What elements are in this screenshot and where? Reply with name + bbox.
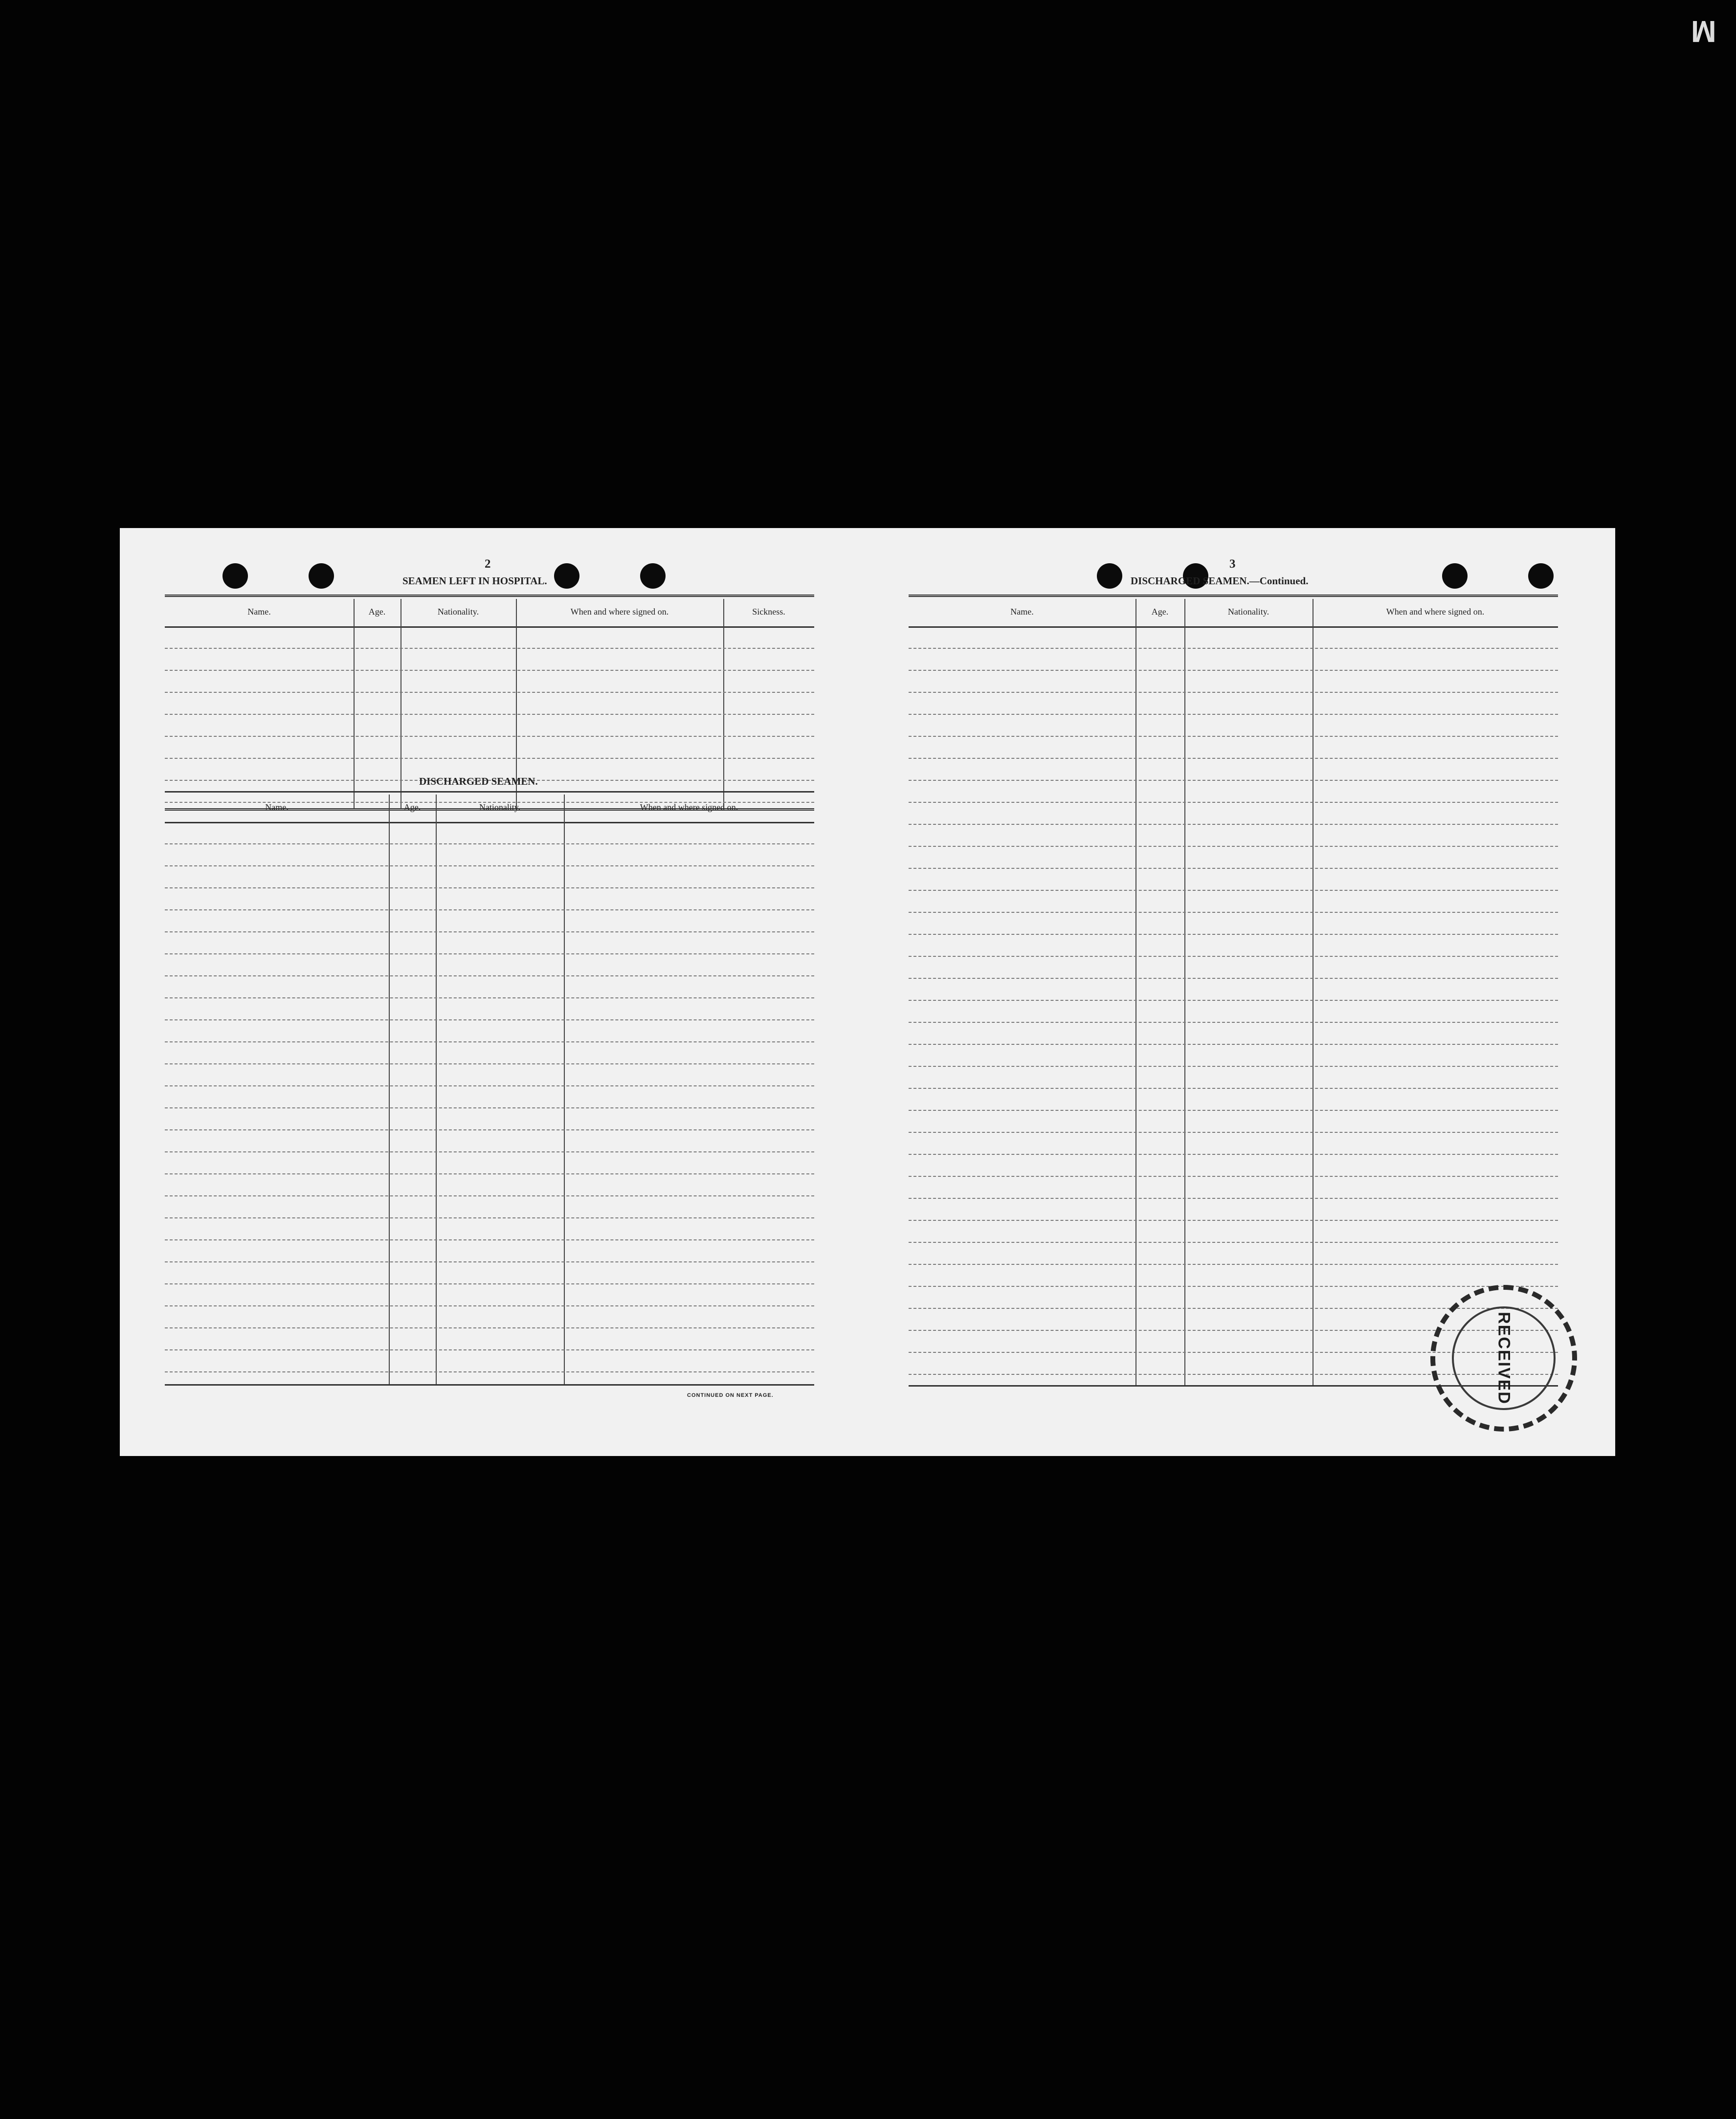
- column-header-signed-on: When and where signed on.: [570, 607, 669, 617]
- blank-entry-line: [165, 1085, 814, 1086]
- film-marker: M: [1663, 14, 1716, 48]
- column-header-signed-on: When and where signed on.: [640, 802, 738, 812]
- column-divider: [436, 795, 437, 1384]
- blank-entry-line: [165, 931, 814, 932]
- blank-entry-line: [165, 865, 814, 866]
- hospital-section-title: SEAMEN LEFT IN HOSPITAL.: [402, 575, 547, 587]
- column-header-name: Name.: [265, 802, 289, 812]
- blank-entry-line: [909, 1242, 1558, 1243]
- blank-entry-line: [909, 1110, 1558, 1111]
- blank-entry-line: [909, 846, 1558, 847]
- blank-entry-line: [909, 934, 1558, 935]
- blank-entry-line: [909, 1066, 1558, 1067]
- blank-entry-line: [165, 1195, 814, 1196]
- blank-entry-line: [165, 670, 814, 671]
- column-header-signed-on: When and where signed on.: [1386, 607, 1485, 617]
- blank-entry-line: [909, 1154, 1558, 1155]
- column-header-age: Age.: [368, 607, 386, 617]
- column-divider: [1135, 599, 1136, 1385]
- blank-entry-line: [165, 1107, 814, 1108]
- page-number: 2: [485, 557, 491, 571]
- column-header-nationality: Nationality.: [437, 607, 479, 617]
- page-number: 3: [1229, 557, 1236, 571]
- continued-table-header: [909, 599, 1558, 628]
- column-header-age: Age.: [403, 802, 421, 812]
- blank-entry-line: [909, 692, 1558, 693]
- column-header-nationality: Nationality.: [1227, 607, 1269, 617]
- blank-entry-line: [909, 1286, 1558, 1287]
- blank-entry-line: [165, 997, 814, 998]
- blank-entry-line: [909, 956, 1558, 957]
- discharged-table: [165, 791, 814, 1384]
- table-bottom-rule: [165, 1384, 814, 1386]
- column-header-nationality: Nationality.: [479, 802, 521, 812]
- blank-entry-line: [909, 1044, 1558, 1045]
- blank-entry-line: [909, 978, 1558, 979]
- column-divider: [723, 599, 724, 808]
- hospital-table-header: [165, 599, 814, 628]
- blank-entry-line: [165, 843, 814, 844]
- column-header-age: Age.: [1151, 607, 1169, 617]
- document-sheet: [120, 528, 1615, 1456]
- blank-entry-line: [165, 1239, 814, 1240]
- discharged-continued-table: [909, 595, 1558, 1385]
- blank-entry-line: [909, 1176, 1558, 1177]
- received-stamp: [1430, 1285, 1577, 1432]
- blank-entry-line: [165, 1173, 814, 1174]
- blank-entry-line: [909, 890, 1558, 891]
- column-divider: [389, 795, 390, 1384]
- blank-entry-line: [165, 1371, 814, 1372]
- discharged-section-title: DISCHARGED SEAMEN.: [419, 775, 538, 787]
- blank-entry-line: [165, 1261, 814, 1262]
- blank-entry-line: [909, 1022, 1558, 1023]
- blank-entry-line: [909, 912, 1558, 913]
- blank-entry-line: [909, 648, 1558, 649]
- blank-entry-line: [165, 953, 814, 954]
- blank-entry-line: [909, 714, 1558, 715]
- blank-entry-line: [909, 1000, 1558, 1001]
- blank-entry-line: [165, 1063, 814, 1064]
- blank-entry-line: [909, 1264, 1558, 1265]
- blank-entry-line: [909, 868, 1558, 869]
- blank-entry-line: [165, 1041, 814, 1042]
- blank-entry-line: [165, 1129, 814, 1130]
- blank-entry-line: [909, 1198, 1558, 1199]
- column-header-name: Name.: [1010, 607, 1034, 617]
- blank-entry-line: [165, 1217, 814, 1218]
- blank-entry-line: [165, 736, 814, 737]
- column-header-sickness: Sickness.: [752, 607, 785, 617]
- blank-entry-line: [165, 648, 814, 649]
- blank-entry-line: [165, 975, 814, 976]
- blank-entry-line: [165, 1151, 814, 1152]
- continued-section-title: DISCHARGED SEAMEN.—Continued.: [1131, 575, 1309, 587]
- blank-entry-line: [909, 802, 1558, 803]
- blank-entry-line: [165, 887, 814, 888]
- column-divider: [564, 795, 565, 1384]
- blank-entry-line: [165, 1327, 814, 1328]
- blank-entry-line: [165, 1283, 814, 1284]
- blank-entry-line: [165, 909, 814, 910]
- blank-entry-line: [165, 1305, 814, 1306]
- blank-entry-line: [909, 824, 1558, 825]
- continued-note: CONTINUED ON NEXT PAGE.: [687, 1392, 774, 1398]
- blank-entry-line: [909, 1220, 1558, 1221]
- stamp-text: RECEIVED: [1494, 1312, 1513, 1405]
- blank-entry-line: [165, 714, 814, 715]
- left-page: [120, 528, 868, 1456]
- discharged-table-header: [165, 795, 814, 823]
- blank-entry-line: [909, 670, 1558, 671]
- blank-entry-line: [909, 736, 1558, 737]
- blank-entry-line: [909, 758, 1558, 759]
- column-divider: [1184, 599, 1185, 1385]
- column-divider: [354, 599, 355, 808]
- blank-entry-line: [909, 1132, 1558, 1133]
- column-header-name: Name.: [247, 607, 271, 617]
- blank-entry-line: [909, 780, 1558, 781]
- blank-entry-line: [165, 1349, 814, 1350]
- blank-entry-line: [909, 1088, 1558, 1089]
- blank-entry-line: [165, 1019, 814, 1020]
- blank-entry-line: [165, 758, 814, 759]
- blank-entry-line: [165, 692, 814, 693]
